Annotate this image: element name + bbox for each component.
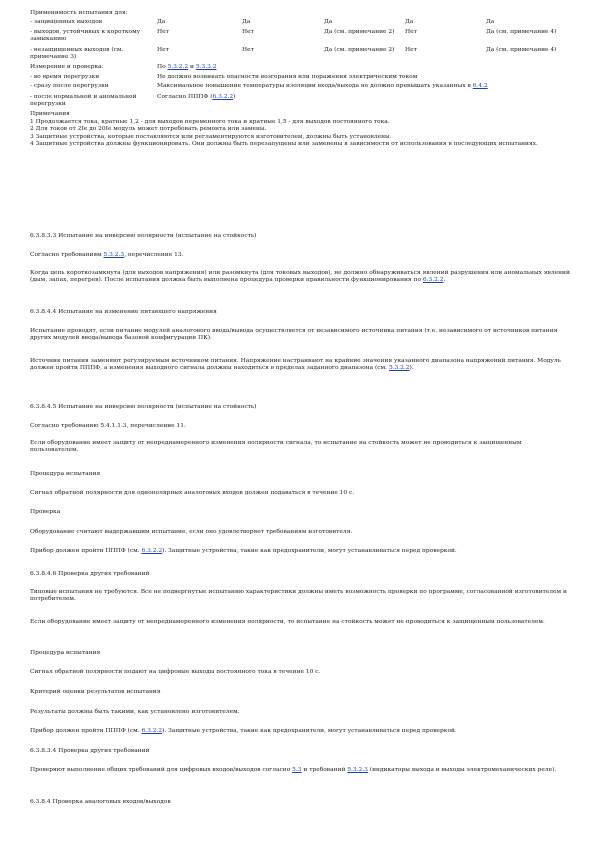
table-cell: Да xyxy=(324,19,333,26)
paragraph: Сигнал обратной полярности для однополярных аналоговых входов должен подаваться в течение 10 с. xyxy=(30,490,355,496)
table-cell: По 5.3.2.2 и 5.3.3.2 xyxy=(157,64,217,71)
table-cell: Да xyxy=(157,19,166,26)
table-title: Применимость испытания для: xyxy=(30,10,128,16)
table-cell: Да (см. примечание 2) xyxy=(324,28,395,35)
table-cell: Нет xyxy=(405,28,417,35)
link-6-3-2-2[interactable]: 6.3.2.2 xyxy=(422,277,444,284)
spec-table xyxy=(30,10,572,149)
paragraph: Согласно требованию 5.4.1.1.3, перечисление 11. xyxy=(30,423,186,429)
row-label: - защищенных выходов xyxy=(30,19,103,26)
link-5-3-2-3[interactable]: 5.3.2.3 xyxy=(347,767,368,773)
section-heading: 6.3.8.3.4 Проверка других требований xyxy=(30,748,150,754)
row-label: - незащищенных выходов (см. примечание 3) xyxy=(30,46,124,61)
table-row xyxy=(30,19,572,26)
row-label: - после нормальной и аномальной перегрузки xyxy=(30,93,137,108)
link-5-3-3-2[interactable]: 5.3.3.2 xyxy=(195,64,217,71)
link-6-3-2-2[interactable]: 6.3.2.2 xyxy=(212,93,234,100)
paragraph: Проверяют выполнение общих требований для цифровых входов/выходов согласно 5.3 и требований 5.3.2.3 (индикаторы выхода и выходы электромеханических реле). xyxy=(30,767,557,773)
notes-block xyxy=(30,111,572,148)
paragraph: Прибор должен пройти ПППФ (см. 6.3.2.2). Защитные устройства, такие как предохранители, могут устанавливаться перед проверкой. xyxy=(30,548,457,554)
section-heading: 6.3.8.4.4 Испытание на изменение питающего напряжения xyxy=(30,309,217,315)
table-cell: Да xyxy=(242,19,251,26)
table-row xyxy=(30,47,572,62)
section-heading: 6.3.8.4.6 Проверка других требований xyxy=(30,571,150,577)
note-item: 2 Для токов от 2Iе до 20Iе модуль может потребовать ремонта или замены. xyxy=(30,126,267,133)
link-5-3[interactable]: 5.3 xyxy=(292,767,302,773)
table-cell: Да (см. примечание 2) xyxy=(324,46,395,53)
note-item: 1 Продолжается тока, кратные 1,2 - для выходов переменного тока и кратные 1,5 - для выходов постоянного тока. xyxy=(30,118,390,125)
table-row-after xyxy=(30,83,572,90)
paragraph: Сигнал обратной полярности подают на цифровые выходы постоянного тока в течение 10 с. xyxy=(30,669,321,675)
notes-title: Примечания xyxy=(30,111,70,118)
link-5-3-2-2[interactable]: 5.3.2.2 xyxy=(167,64,189,71)
table-row xyxy=(30,29,572,44)
table-row-measure xyxy=(30,64,572,71)
row-label: - во время перегрузки xyxy=(30,73,100,80)
link-5-3-2-3[interactable]: 5.3.2.3 xyxy=(103,252,125,258)
link-5-3-2-2[interactable]: 5.3.2.2 xyxy=(388,365,410,372)
table-cell: Максимальное повышение температуры изоляции входа/выхода не должно превышать указанных в 6.4.2 xyxy=(157,83,488,90)
table-cell: Нет xyxy=(157,28,169,35)
link-6-4-2[interactable]: 6.4.2 xyxy=(472,83,488,90)
table-cell: Нет xyxy=(242,28,254,35)
row-label: - сразу после перегрузки xyxy=(30,83,109,90)
table-cell: Нет xyxy=(242,46,254,53)
link-6-3-2-2[interactable]: 6.3.2.2 xyxy=(141,728,163,734)
row-label: Измерение и проверка: xyxy=(30,64,104,71)
table-cell: Да (см. примечание 4) xyxy=(486,28,557,35)
note-item: 4 Защитные устройства должны функционировать. Они должны быть перезапущены или заменены в зависимости от использования в последующих испытаниях. xyxy=(30,141,538,148)
paragraph: Если оборудование имеет защиту от непреднамеренного изменения полярности сигнала, то испытание на стойкость может не проводиться к защищенным пользователем. xyxy=(30,440,522,454)
paragraph: Когда цепь короткозамкнута (для выходов напряжения) или разомкнута (для токовых выходов), не должно обнаруживаться явлений разрушения или аномальных явлений (дым, запах, перегрев). После испытания должна быть выполнена процедура проверки правильности функционирования по 6.3.2.2. xyxy=(30,270,570,284)
paragraph: Источник питания заменяют регулируемым источником питания. Напряжение настраивают на крайние значения указанного диапазона напряжений питания. Модуль должен пройти ПППФ, а изменения выходного сигнала должны находиться в пределах заданного диапазона (см. 5.3.2.2). xyxy=(30,358,561,372)
table-cell: Нет xyxy=(157,46,169,53)
subheading: Критерий оценки результатов испытания xyxy=(30,689,161,695)
table-cell: Нет xyxy=(405,46,417,53)
paragraph: Оборудование считают выдержавшим испытание, если оно удовлетворяет требованиям изготовителя. xyxy=(30,529,353,535)
paragraph: Результаты должны быть такими, как установлено изготовителем. xyxy=(30,709,240,715)
table-cell: Согласно ПППФ (6.3.2.2) xyxy=(157,93,236,100)
note-item: 3 Защитные устройства, которые поставляются или регламентируются изготовителем, должны быть установлены. xyxy=(30,133,392,140)
paragraph: Если оборудование имеет защиту от непреднамеренного изменения полярности, то испытание на стойкость может не проводиться к защищенным пользователем. xyxy=(30,619,545,625)
table-row-restored xyxy=(30,94,572,109)
section-heading: 6.3.8.4.5 Испытание на инверсию полярности (испытание на стойкость) xyxy=(30,404,257,410)
table-cell: Не должно возникать опасности возгорания или поражения электрическим током xyxy=(157,73,418,80)
row-label: - выходов, устойчивых к короткому замыканию xyxy=(30,28,141,43)
subheading: Проверка xyxy=(30,509,61,515)
table-cell: Да xyxy=(486,19,495,26)
paragraph: Прибор должен пройти ПППФ (см. 6.3.2.2). Защитные устройства, такие как предохранители, могут устанавливаться перед проверкой. xyxy=(30,728,457,734)
table-row-during xyxy=(30,74,572,81)
section-heading: 6.3.8.4 Проверка аналоговых входов/выходов xyxy=(30,799,171,805)
subheading: Процедура испытания xyxy=(30,650,101,656)
link-6-3-2-2[interactable]: 6.3.2.2 xyxy=(141,548,163,554)
subheading: Процедура испытания xyxy=(30,471,101,477)
paragraph: Согласно требованиям 5.3.2.3, перечисление 13. xyxy=(30,252,184,258)
section-heading: 6.3.8.3.3 Испытание на инверсию полярности (испытание на стойкость) xyxy=(30,233,257,239)
paragraph: Испытание проводят, если питание модулей аналогового ввода/вывода осуществляется от независимого источника питания (т.е. независимого от источников питания других модулей ввода/вывода базовой конфигурации ПК). xyxy=(30,328,558,342)
table-cell: Да (см. примечание 4) xyxy=(486,46,557,53)
table-cell: Да xyxy=(405,19,414,26)
paragraph: Типовые испытания не требуются. Все не подвергнутые испытанию характеристики должны иметь возможность проверки по программе, согласованной изготовителем и потребителем. xyxy=(30,589,567,603)
